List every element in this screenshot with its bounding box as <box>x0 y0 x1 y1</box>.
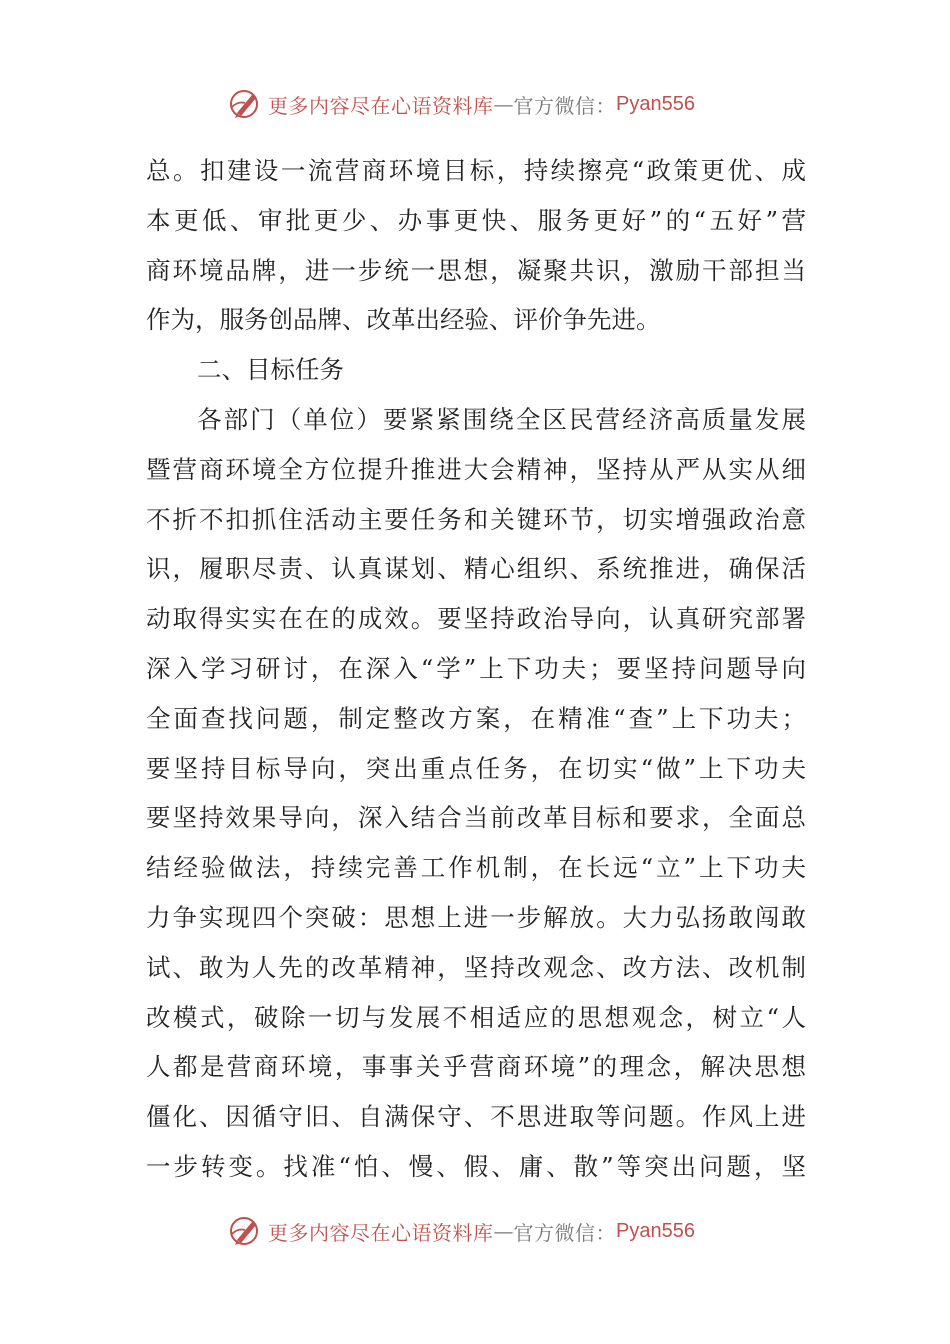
watermark-official-label: 官方微信： <box>513 93 616 118</box>
watermark-wechat-id: Pyan556 <box>616 1219 695 1242</box>
pen-logo-icon <box>228 87 262 121</box>
paragraph-first-line: 各部门（单位）要紧紧围绕全区民营经济高质量发展 <box>197 404 806 434</box>
body-line: 力争实现四个突破：思想上进一步解放。大力弘扬敢闯敢 <box>146 902 806 932</box>
watermark-promo-text: 更多内容尽在心语资料库 <box>268 93 494 118</box>
section-heading: 二、目标任务 <box>197 355 344 385</box>
body-line: 总。扣建设一流营商环境目标，持续擦亮“政策更优、成 <box>146 156 806 185</box>
body-line: 深入学习研讨，在深入“学”上下功夫；要坚持问题导向 <box>146 653 806 683</box>
watermark-official-label: 官方微信： <box>513 1220 616 1245</box>
body-line: 本更低、审批更少、办事更快、服务更好”的“五好”营 <box>146 205 806 235</box>
body-line: 暨营商环境全方位提升推进大会精神，坚持从严从实从细 <box>146 454 806 484</box>
body-line: 人都是营商环境，事事关乎营商环境”的理念，解决思想 <box>146 1052 806 1082</box>
body-line: 作为，服务创品牌、改革出经验、评价争先进。 <box>146 305 661 335</box>
body-line: 要坚持目标导向，突出重点任务，在切实“做”上下功夫 <box>146 753 806 783</box>
watermark-promo-text: 更多内容尽在心语资料库 <box>268 1220 494 1245</box>
body-line: 动取得实实在在的成效。要坚持政治导向，认真研究部署 <box>146 604 806 634</box>
watermark-wechat-id: Pyan556 <box>616 92 695 115</box>
watermark-dash: — <box>493 92 514 116</box>
pen-logo-icon <box>228 1214 262 1248</box>
watermark-footer <box>228 1211 748 1251</box>
body-line: 改模式，破除一切与发展不相适应的思想观念，树立“人 <box>146 1002 806 1032</box>
body-line: 全面查找问题，制定整改方案，在精准“查”上下功夫； <box>146 703 806 733</box>
body-line: 试、敢为人先的改革精神，坚持改观念、改方法、改机制 <box>146 952 806 982</box>
watermark-dash: — <box>493 1219 514 1243</box>
body-line: 商环境品牌，进一步统一思想，凝聚共识，激励干部担当 <box>146 255 806 285</box>
body-line: 僵化、因循守旧、自满保守、不思进取等问题。作风上进 <box>146 1102 806 1132</box>
body-line: 识，履职尽责、认真谋划、精心组织、系统推进，确保活 <box>146 554 806 584</box>
watermark-header <box>228 84 748 124</box>
body-line: 不折不扣抓住活动主要任务和关键环节，切实增强政治意 <box>146 504 806 534</box>
body-line: 结经验做法，持续完善工作机制，在长远“立”上下功夫 <box>146 853 806 883</box>
document-body <box>146 146 806 1192</box>
body-line: 要坚持效果导向，深入结合当前改革目标和要求，全面总 <box>146 803 806 833</box>
body-line: 一步转变。找准“怕、慢、假、庸、散”等突出问题，坚 <box>146 1151 806 1181</box>
